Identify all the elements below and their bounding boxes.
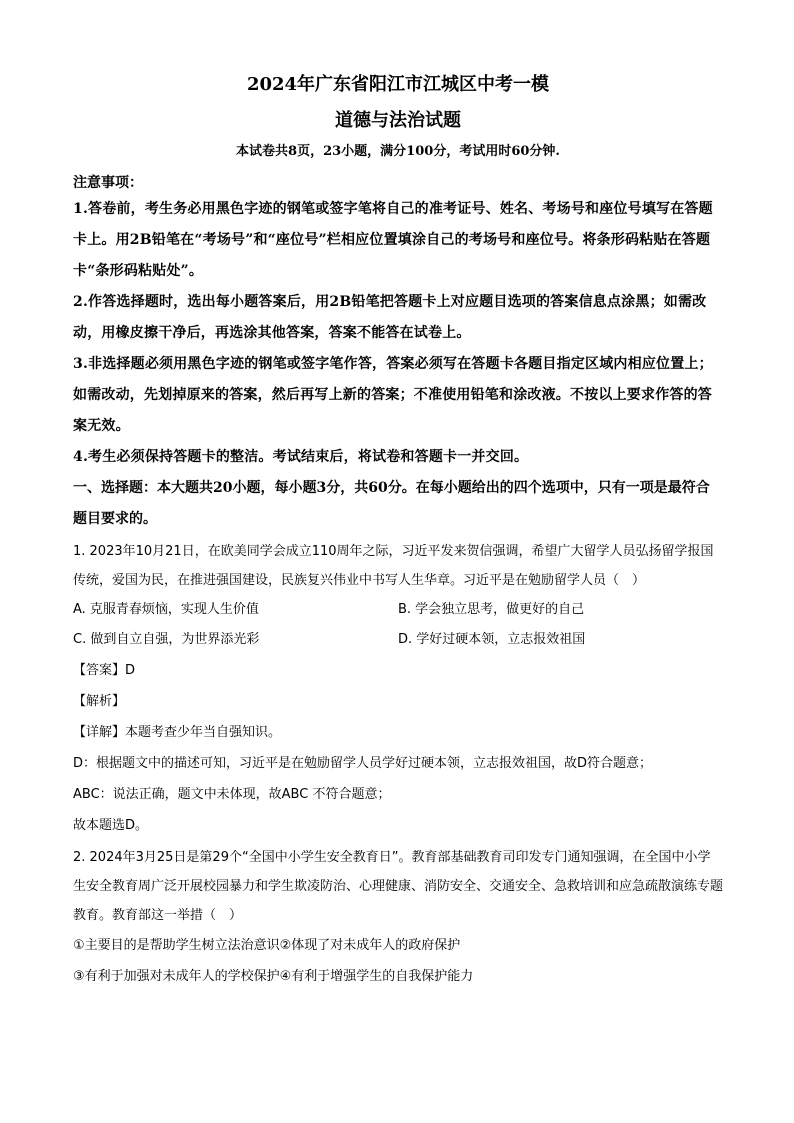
question-1-options [73,595,723,655]
document-page [73,72,723,992]
option-b: B. 学会独立思考，做更好的自己 [398,602,585,617]
question-2-items-3-4: ③有利于加强对未成年人的学校保护④有利于增强学生的自我保护能力 [73,969,474,984]
exam-info: 本试卷共8页，23小题，满分100分，考试用时60分钟. [236,144,560,159]
conclusion-line: 故本题选D。 [73,818,149,833]
note-item-1: 1.答卷前，考生务必用黑色字迹的钢笔或签字笔将自己的准考证号、姓名、考场号和座位号填写在答题卡上。用2B铅笔在“考场号”和“座位号”栏相应位置填涂自己的考场号和座位号。将条形码粘贴在答题卡“条形码粘贴处”。 [73,201,713,279]
option-abc-explanation: ABC：说法正确，题文中未体现，故ABC 不符合题意； [73,787,391,802]
option-d-explanation: D：根据题文中的描述可知，习近平是在勉励留学人员学好过硬本领，立志报效祖国，故D符合题意； [73,756,653,771]
note-item-3: 3.非选择题必须用黑色字迹的钢笔或签字笔作答，答案必须写在答题卡各题目指定区域内相应位置上；如需改动，先划掉原来的答案，然后再写上新的答案；不准使用铅笔和涂改液。不按以上要求作答的答案无效。 [73,356,713,434]
question-2-items-1-2: ①主要目的是帮助学生树立法治意识②体现了对未成年人的政府保护 [73,938,461,953]
note-item-2: 2.作答选择题时，选出每小题答案后，用2B铅笔把答题卡上对应题目选项的答案信息点涂黑；如需改动，用橡皮擦干净后，再选涂其他答案，答案不能答在试卷上。 [73,294,707,341]
option-c: C. 做到自立自强，为世界添光彩 [73,632,260,647]
analysis-label: 【解析】 [73,694,126,709]
question-1-stem: 1. 2023年10月21日，在欧美同学会成立110周年之际，习近平发来贺信强调，希望广大留学人员弘扬留学报国传统，爱国为民，在推进强国建设，民族复兴伟业中书写人生华章。习近平是在勉励留学人员（ ） [73,544,714,588]
option-d: D. 学好过硬本领，立志报效祖国 [398,632,586,647]
detail-line: 【详解】本题考查少年当自强知识。 [73,725,282,740]
answer-label: 【答案】D [73,663,136,678]
section-heading: 一、选择题：本大题共20小题，每小题3分，共60分。在每小题给出的四个选项中，只有一项是最符合题目要求的。 [73,480,710,527]
exam-title: 2024年广东省阳江市江城区中考一模 [246,74,550,95]
option-a: A. 克服青春烦恼，实现人生价值 [73,602,259,617]
notes-heading: 注意事项： [73,175,143,191]
question-2-stem: 2. 2024年3月25日是第29个“全国中小学生安全教育日”。教育部基础教育司印发专门通知强调，在全国中小学生安全教育周广泛开展校园暴力和学生欺凌防治、心理健康、消防安全、交通安全、急救培训和应急疏散演练专题教育。教育部这一举措（ ） [73,850,724,923]
note-item-4: 4.考生必须保持答题卡的整洁。考试结束后，将试卷和答题卡一并交回。 [73,449,529,465]
exam-subject: 道德与法治试题 [335,110,461,131]
